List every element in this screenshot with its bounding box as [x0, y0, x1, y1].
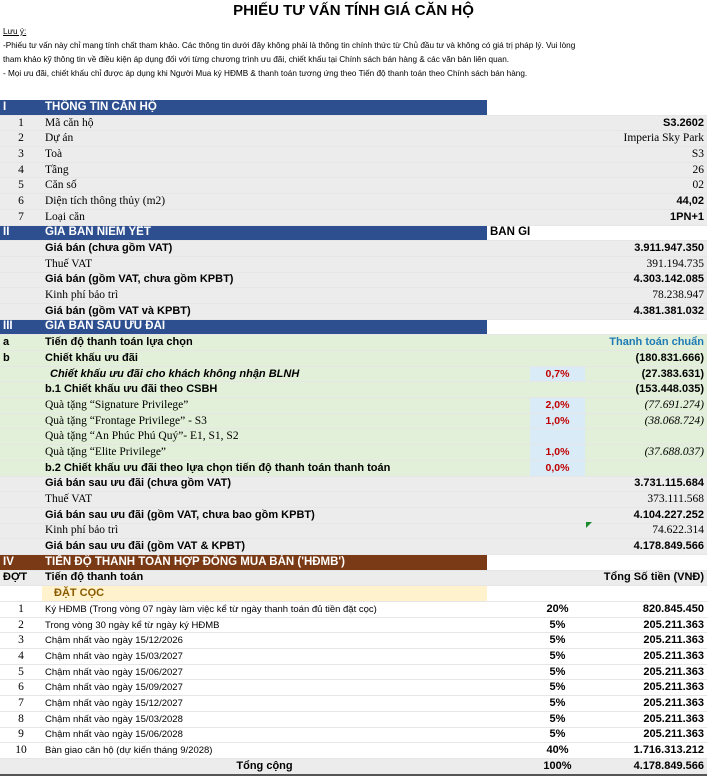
section-title: TIẾN ĐỘ THANH TOÁN HỢP ĐỒNG MUA BÁN ('HĐMB') — [42, 554, 487, 570]
table-row: b.2 Chiết khấu ưu đãi theo lựa chọn tiến độ thanh toán thanh toán 0,0% — [0, 460, 707, 476]
table-row: Giá bán sau ưu đãi (gồm VAT & KPBT) 4.178.849.566 — [0, 539, 707, 555]
table-row: 4 Tầng 26 — [0, 162, 707, 178]
table-row: 5 Chậm nhất vào ngày 15/06/2027 5% 205.211.363 — [0, 664, 707, 680]
table-row: Giá bán (chưa gồm VAT) 3.911.947.350 — [0, 241, 707, 257]
table-row: Kinh phí bảo trì 78.238.947 — [0, 288, 707, 304]
section-header-1 — [0, 100, 707, 115]
table-row: 9 Chậm nhất vào ngày 15/06/2028 5% 205.211.363 — [0, 727, 707, 743]
section-number: III — [0, 319, 42, 335]
table-row: Quà tặng “An Phúc Phú Quý”- E1, S1, S2 — [0, 429, 707, 445]
table-row: Giá bán sau ưu đãi (chưa gồm VAT) 3.731.115.684 — [0, 476, 707, 492]
cell-comment-marker — [586, 522, 592, 528]
column-header-total: Tổng Số tiền (VNĐ) — [530, 570, 707, 586]
table-row: Quà tặng “Frontage Privilege” - S3 1,0% (38.068.724) — [0, 413, 707, 429]
table-row: 4 Chậm nhất vào ngày 15/03/2027 5% 205.211.363 — [0, 649, 707, 665]
section-number: II — [0, 225, 42, 241]
table-row: Quà tặng “Elite Privilege” 1,0% (37.688.037) — [0, 445, 707, 461]
table-row: 5 Căn số 02 — [0, 178, 707, 194]
payment-plan-select[interactable]: Thanh toán chuẩn — [585, 335, 707, 351]
table-row: Giá bán (gồm VAT, chưa gồm KPBT) 4.303.142.085 — [0, 272, 707, 288]
table-row: 1 Ký HĐMB (Trong vòng 07 ngày làm việc kể từ ngày thanh toán đủ tiền đặt cọc) 20% 820.845.450 — [0, 602, 707, 618]
section-header-3 — [0, 319, 707, 335]
section-header-2 — [0, 225, 707, 241]
table-row: 6 Chậm nhất vào ngày 15/09/2027 5% 205.211.363 — [0, 680, 707, 696]
quote-table — [0, 100, 707, 776]
column-header-row — [0, 570, 707, 586]
table-row: b.1 Chiết khấu ưu đãi theo CSBH (153.448.035) — [0, 382, 707, 398]
total-value: 4.178.849.566 — [585, 758, 707, 774]
total-row — [0, 758, 707, 774]
table-row: Thuế VAT 373.111.568 — [0, 492, 707, 508]
section-title: GIÁ BÁN SAU ƯU ĐÃI — [42, 319, 487, 335]
table-row: 6 Diện tích thông thủy (m2) 44,02 — [0, 194, 707, 210]
table-row: b Chiết khấu ưu đãi (180.831.666) — [0, 351, 707, 367]
table-row: Quà tặng “Signature Privilege” 2,0% (77.691.274) — [0, 398, 707, 414]
table-row: 2 Dự án Imperia Sky Park — [0, 131, 707, 147]
section-title: GIÁ BÁN NIÊM YẾT — [42, 225, 487, 241]
table-row: 3 Toà S3 — [0, 147, 707, 163]
table-row: Giá bán (gồm VAT và KPBT) 4.381.381.032 — [0, 303, 707, 319]
table-row: 10 Bàn giao căn hộ (dự kiến tháng 9/2028) 40% 1.716.313.212 — [0, 743, 707, 759]
table-row: 2 Trong vòng 30 ngày kể từ ngày ký HĐMB 5% 205.211.363 — [0, 617, 707, 633]
notes-block — [3, 25, 703, 81]
note-line: tham khảo kỹ thông tin về điều kiện áp dụng đối với từng chương trình ưu đãi, chiết khấu tại Chính sách bán hàng & các văn bản liên quan. — [3, 55, 510, 64]
total-percent: 100% — [530, 758, 585, 774]
section-header-4 — [0, 554, 707, 570]
table-row: 7 Loại căn 1PN+1 — [0, 209, 707, 225]
section-side-label: BÀN GI — [487, 225, 530, 241]
table-row: Chiết khấu ưu đãi cho khách không nhận BLNH 0,7% (27.383.631) — [0, 366, 707, 382]
table-row: Giá bán sau ưu đãi (gồm VAT, chưa bao gồm KPBT) 4.104.227.252 — [0, 507, 707, 523]
notes-label: Lưu ý: — [3, 27, 27, 36]
section-title: THÔNG TIN CĂN HỘ — [42, 100, 487, 115]
table-row: a Tiến độ thanh toán lựa chọn Thanh toán chuẩn — [0, 335, 707, 351]
table-row: Thuế VAT 391.194.735 — [0, 256, 707, 272]
section-number: IV — [0, 554, 42, 570]
note-line: - Mọi ưu đãi, chiết khấu chỉ được áp dụng khi Người Mua ký HĐMB & thanh toán tương ứng theo Tiến độ thanh toán theo Chính sách bán hàng. — [3, 69, 528, 78]
table-row: 7 Chậm nhất vào ngày 15/12/2027 5% 205.211.363 — [0, 696, 707, 712]
table-row: Kinh phí bảo trì 74.622.314 — [0, 523, 707, 539]
total-label: Tổng cộng — [42, 758, 487, 774]
deposit-label: ĐẶT CỌC — [42, 586, 487, 602]
section-number: I — [0, 100, 42, 115]
table-row: 1 Mã căn hộ S3.2602 — [0, 115, 707, 131]
note-line: -Phiếu tư vấn này chỉ mang tính chất tham khảo. Các thông tin dưới đây không phải là thông tin chính thức từ Chủ đầu tư và không có giá trị pháp lý. Vui lòng — [3, 41, 576, 50]
table-row: 8 Chậm nhất vào ngày 15/03/2028 5% 205.211.363 — [0, 711, 707, 727]
column-header-progress: Tiến độ thanh toán — [42, 570, 487, 586]
column-header-dot: ĐỢT — [0, 570, 42, 586]
table-row: 3 Chậm nhất vào ngày 15/12/2026 5% 205.211.363 — [0, 633, 707, 649]
table-row — [0, 586, 707, 602]
page-title: PHIẾU TƯ VẤN TÍNH GIÁ CĂN HỘ — [233, 2, 474, 19]
